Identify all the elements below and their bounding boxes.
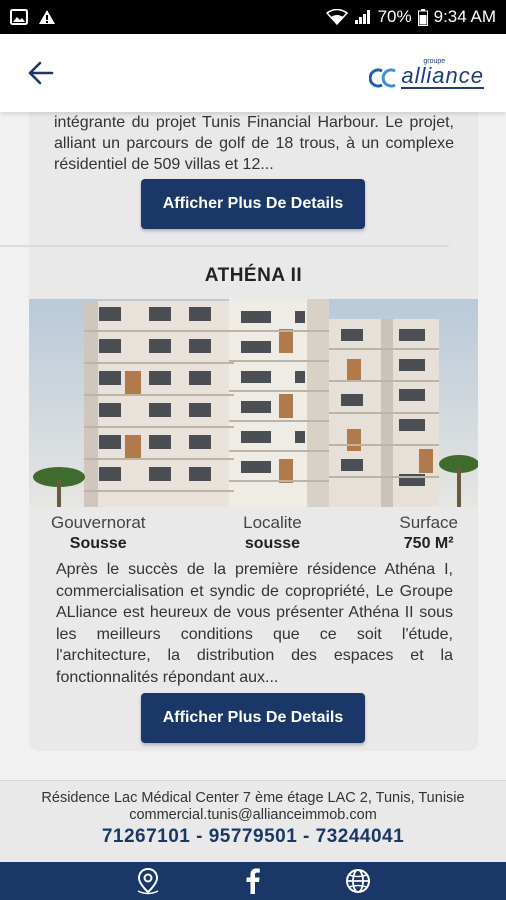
back-button[interactable]: [24, 56, 58, 90]
info-label: Localite: [243, 513, 302, 532]
footer-address: Résidence Lac Médical Center 7 ème étage LAC 2, Tunis, Tunisie: [41, 790, 465, 806]
battery-percent: 70%: [377, 7, 412, 26]
battery-icon: [418, 9, 428, 26]
project-list[interactable]: [0, 112, 506, 780]
info-value: 750 M²: [403, 535, 454, 552]
location-button[interactable]: [128, 862, 168, 900]
logo-main-text: alliance: [401, 62, 484, 88]
logo-small-text: groupe: [423, 57, 446, 65]
facebook-button[interactable]: [233, 862, 273, 900]
image-icon: [10, 9, 28, 25]
project-title: ATHÉNA II: [204, 265, 303, 286]
clock: 9:34 AM: [433, 7, 496, 26]
project-image[interactable]: [29, 299, 478, 507]
signal-icon: [354, 9, 372, 25]
project-info-row: [29, 513, 478, 553]
bottom-nav: [0, 862, 506, 900]
info-label: Gouvernorat: [51, 513, 146, 532]
app-header: [0, 34, 506, 112]
details-button[interactable]: Afficher Plus De Details: [141, 693, 365, 743]
info-value: Sousse: [69, 535, 127, 552]
status-right: [326, 7, 496, 27]
arrow-left-icon: [28, 61, 54, 85]
info-gouvernorat: [51, 513, 146, 553]
project-description: Après le succès de la première résidence Athéna I, commercialisation et syndic de copropriété, Le Groupe ALliance est heureux de vous présenter Athéna II sous les meilleurs conditions que ce soit l'étude, l'architecture, la distribution des espaces et la fonctionnalités répondant aux...: [56, 561, 453, 686]
website-button[interactable]: [338, 862, 378, 900]
logo-text: [401, 58, 484, 89]
status-bar: [0, 0, 506, 34]
info-surface: [399, 513, 458, 553]
wifi-icon: [326, 9, 348, 25]
info-value: sousse: [244, 535, 301, 552]
alliance-logo: [369, 58, 484, 89]
info-label: Surface: [399, 513, 458, 532]
logo-mark-icon: [369, 67, 399, 89]
project-description: intégrante du projet Tunis Financial Harbour. Le projet, alliant un parcours de golf de 18 trous, à un complexe résidentiel de 509 villas et 12...: [54, 114, 454, 173]
divider: [0, 245, 449, 247]
details-button[interactable]: Afficher Plus De Details: [141, 179, 365, 229]
building-illustration: [29, 299, 478, 507]
project-card-athena-ii: [29, 253, 478, 751]
contact-footer: [0, 780, 506, 862]
facebook-icon: [245, 868, 261, 894]
status-left: [10, 9, 56, 25]
location-pin-icon: [135, 867, 161, 895]
warning-icon: [38, 9, 56, 25]
globe-icon: [345, 868, 371, 894]
footer-email[interactable]: commercial.tunis@allianceimmob.com: [129, 807, 377, 823]
footer-phones[interactable]: 71267101 - 95779501 - 73244041: [101, 826, 405, 847]
info-localite: [243, 513, 302, 553]
